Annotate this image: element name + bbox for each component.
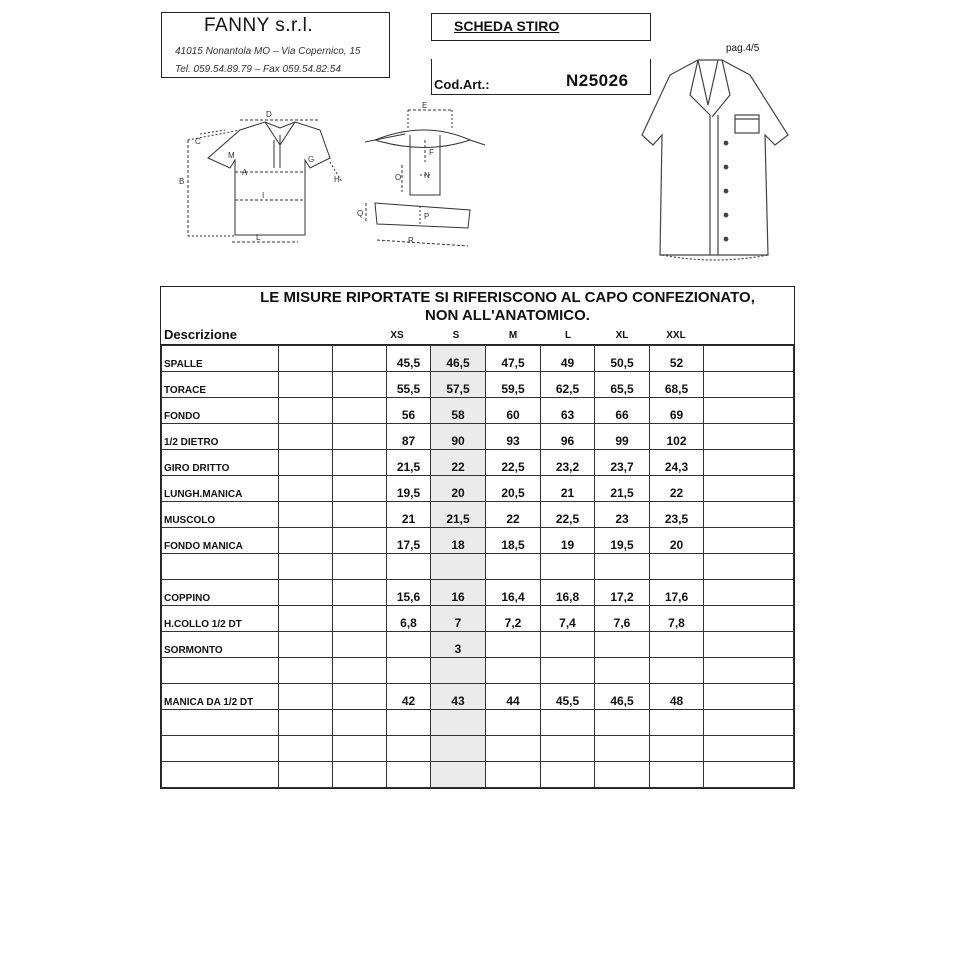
value-cell: 19,5 [595, 528, 650, 554]
row-label: 1/2 DIETRO [162, 424, 279, 450]
value-cell: 44 [486, 684, 541, 710]
note-line-1: LE MISURE RIPORTATE SI RIFERISCONO AL CAPO CONFEZIONATO, [260, 289, 755, 306]
empty-cell [704, 606, 794, 632]
company-name: FANNY s.r.l. [204, 15, 314, 36]
garment-illustration [640, 55, 790, 270]
empty-cell [333, 502, 387, 528]
value-cell [486, 554, 541, 580]
value-cell: 17,6 [650, 580, 704, 606]
value-cell: 55,5 [387, 372, 431, 398]
value-cell [595, 632, 650, 658]
value-cell: 87 [387, 424, 431, 450]
svg-text:N: N [424, 171, 430, 180]
empty-cell [333, 398, 387, 424]
value-cell: 16,8 [541, 580, 595, 606]
value-cell [431, 554, 486, 580]
value-cell [650, 736, 704, 762]
row-label: FONDO [162, 398, 279, 424]
value-cell [650, 658, 704, 684]
value-cell: 60 [486, 398, 541, 424]
value-cell [650, 632, 704, 658]
table-row [162, 632, 794, 658]
value-cell: 7 [431, 606, 486, 632]
measurements-table [161, 345, 794, 788]
value-cell: 63 [541, 398, 595, 424]
svg-text:Q: Q [357, 209, 364, 218]
value-cell: 7,4 [541, 606, 595, 632]
value-cell: 20 [650, 528, 704, 554]
row-label [162, 658, 279, 684]
row-label: SORMONTO [162, 632, 279, 658]
value-cell [486, 762, 541, 788]
value-cell [387, 736, 431, 762]
row-label [162, 736, 279, 762]
empty-cell [279, 450, 333, 476]
empty-cell [279, 684, 333, 710]
measurement-sheet [160, 286, 795, 789]
value-cell: 102 [650, 424, 704, 450]
value-cell [431, 736, 486, 762]
empty-cell [704, 684, 794, 710]
value-cell: 23,5 [650, 502, 704, 528]
value-cell [541, 554, 595, 580]
table-row [162, 502, 794, 528]
size-header-xxl: XXL [666, 330, 686, 341]
measurement-diagram [170, 100, 500, 265]
value-cell [595, 554, 650, 580]
value-cell: 18,5 [486, 528, 541, 554]
svg-text:E: E [422, 101, 428, 110]
value-cell: 59,5 [486, 372, 541, 398]
empty-cell [279, 554, 333, 580]
value-cell [431, 710, 486, 736]
empty-cell [704, 346, 794, 372]
size-header-xs: XS [390, 330, 404, 341]
empty-cell [704, 736, 794, 762]
value-cell [650, 710, 704, 736]
empty-cell [279, 502, 333, 528]
table-row [162, 528, 794, 554]
svg-text:F: F [429, 148, 434, 157]
empty-cell [704, 554, 794, 580]
value-cell [595, 710, 650, 736]
value-cell [541, 658, 595, 684]
empty-cell [704, 658, 794, 684]
value-cell: 50,5 [595, 346, 650, 372]
value-cell: 21 [541, 476, 595, 502]
value-cell [541, 736, 595, 762]
value-cell: 96 [541, 424, 595, 450]
value-cell [387, 632, 431, 658]
table-row [162, 736, 794, 762]
empty-cell [279, 658, 333, 684]
value-cell [541, 632, 595, 658]
table-row [162, 762, 794, 788]
empty-cell [279, 736, 333, 762]
value-cell: 47,5 [486, 346, 541, 372]
value-cell: 22,5 [486, 450, 541, 476]
value-cell: 17,2 [595, 580, 650, 606]
value-cell [431, 658, 486, 684]
value-cell: 57,5 [431, 372, 486, 398]
table-row [162, 554, 794, 580]
table-row [162, 346, 794, 372]
empty-cell [704, 528, 794, 554]
empty-cell [704, 710, 794, 736]
value-cell: 69 [650, 398, 704, 424]
value-cell [387, 658, 431, 684]
value-cell: 6,8 [387, 606, 431, 632]
value-cell: 45,5 [541, 684, 595, 710]
empty-cell [279, 398, 333, 424]
table-row [162, 450, 794, 476]
table-row [162, 372, 794, 398]
row-label: LUNGH.MANICA [162, 476, 279, 502]
row-label: COPPINO [162, 580, 279, 606]
table-row [162, 606, 794, 632]
empty-cell [333, 450, 387, 476]
value-cell: 22 [486, 502, 541, 528]
empty-cell [279, 710, 333, 736]
empty-cell [279, 528, 333, 554]
value-cell [595, 762, 650, 788]
empty-cell [333, 476, 387, 502]
description-header: Descrizione [164, 327, 237, 342]
value-cell: 43 [431, 684, 486, 710]
row-label: MANICA DA 1/2 DT [162, 684, 279, 710]
empty-cell [704, 424, 794, 450]
value-cell: 16,4 [486, 580, 541, 606]
value-cell [650, 762, 704, 788]
value-cell: 66 [595, 398, 650, 424]
value-cell: 22 [431, 450, 486, 476]
value-cell [431, 762, 486, 788]
row-label: FONDO MANICA [162, 528, 279, 554]
empty-cell [333, 424, 387, 450]
value-cell: 17,5 [387, 528, 431, 554]
value-cell: 58 [431, 398, 486, 424]
svg-text:M: M [228, 151, 235, 160]
value-cell: 45,5 [387, 346, 431, 372]
code-value: N25026 [566, 71, 629, 90]
value-cell: 23,7 [595, 450, 650, 476]
svg-text:C: C [195, 137, 201, 146]
svg-text:H: H [334, 175, 340, 184]
value-cell: 46,5 [431, 346, 486, 372]
value-cell: 15,6 [387, 580, 431, 606]
company-phone: Tel. 059.54.89.79 – Fax 059.54.82.54 [175, 64, 341, 75]
company-address: 41015 Nonantola MO – Via Copernico, 15 [175, 46, 361, 57]
code-box [431, 59, 651, 95]
svg-text:A: A [242, 168, 248, 177]
empty-cell [333, 372, 387, 398]
value-cell [650, 554, 704, 580]
value-cell [486, 710, 541, 736]
svg-text:B: B [179, 177, 185, 186]
empty-cell [333, 658, 387, 684]
code-label: Cod.Art.: [434, 77, 490, 92]
value-cell: 19,5 [387, 476, 431, 502]
value-cell [486, 736, 541, 762]
empty-cell [333, 762, 387, 788]
svg-text:G: G [308, 155, 315, 164]
company-box [161, 12, 390, 78]
row-label: SPALLE [162, 346, 279, 372]
note-line-2: NON ALL'ANATOMICO. [425, 307, 590, 324]
value-cell: 23 [595, 502, 650, 528]
row-label: TORACE [162, 372, 279, 398]
value-cell: 24,3 [650, 450, 704, 476]
size-header-s: S [452, 330, 460, 341]
empty-cell [704, 398, 794, 424]
empty-cell [279, 372, 333, 398]
empty-cell [333, 528, 387, 554]
value-cell: 49 [541, 346, 595, 372]
empty-cell [333, 606, 387, 632]
value-cell [541, 710, 595, 736]
value-cell: 93 [486, 424, 541, 450]
empty-cell [333, 580, 387, 606]
table-row [162, 710, 794, 736]
row-label [162, 554, 279, 580]
svg-text:P: P [424, 212, 430, 221]
value-cell: 21,5 [387, 450, 431, 476]
value-cell [595, 736, 650, 762]
empty-cell [333, 632, 387, 658]
size-header-xl: XL [615, 330, 629, 341]
empty-cell [333, 684, 387, 710]
row-label: MUSCOLO [162, 502, 279, 528]
value-cell: 20 [431, 476, 486, 502]
value-cell: 48 [650, 684, 704, 710]
value-cell [595, 658, 650, 684]
empty-cell [704, 502, 794, 528]
value-cell: 22 [650, 476, 704, 502]
value-cell: 3 [431, 632, 486, 658]
value-cell: 90 [431, 424, 486, 450]
table-row [162, 476, 794, 502]
sheet-header [161, 287, 794, 345]
empty-cell [704, 372, 794, 398]
value-cell [541, 762, 595, 788]
svg-text:R: R [408, 236, 414, 245]
value-cell [387, 554, 431, 580]
table-row [162, 398, 794, 424]
value-cell: 7,2 [486, 606, 541, 632]
empty-cell [704, 580, 794, 606]
value-cell: 21 [387, 502, 431, 528]
sheet-title: SCHEDA STIRO [454, 18, 560, 34]
value-cell: 52 [650, 346, 704, 372]
value-cell: 18 [431, 528, 486, 554]
sheet-title-box [431, 13, 651, 41]
empty-cell [704, 762, 794, 788]
svg-text:I: I [262, 191, 265, 200]
value-cell: 7,8 [650, 606, 704, 632]
value-cell: 68,5 [650, 372, 704, 398]
value-cell: 56 [387, 398, 431, 424]
table-row [162, 580, 794, 606]
value-cell: 7,6 [595, 606, 650, 632]
value-cell: 46,5 [595, 684, 650, 710]
empty-cell [333, 710, 387, 736]
empty-cell [704, 632, 794, 658]
table-row [162, 424, 794, 450]
value-cell: 99 [595, 424, 650, 450]
row-label [162, 762, 279, 788]
value-cell: 62,5 [541, 372, 595, 398]
empty-cell [279, 762, 333, 788]
value-cell: 20,5 [486, 476, 541, 502]
value-cell: 65,5 [595, 372, 650, 398]
empty-cell [279, 424, 333, 450]
value-cell: 19 [541, 528, 595, 554]
empty-cell [704, 476, 794, 502]
empty-cell [333, 554, 387, 580]
size-header-m: M [508, 330, 518, 341]
row-label: H.COLLO 1/2 DT [162, 606, 279, 632]
empty-cell [333, 346, 387, 372]
table-row [162, 684, 794, 710]
row-label [162, 710, 279, 736]
row-label: GIRO DRITTO [162, 450, 279, 476]
table-row [162, 658, 794, 684]
value-cell: 42 [387, 684, 431, 710]
page-number: pag.4/5 [726, 43, 760, 54]
value-cell [486, 658, 541, 684]
value-cell [387, 762, 431, 788]
polo-shirt-diagram [188, 120, 342, 242]
empty-cell [333, 736, 387, 762]
empty-cell [279, 580, 333, 606]
size-header-l: L [564, 330, 572, 341]
value-cell: 22,5 [541, 502, 595, 528]
svg-text:L: L [256, 233, 261, 242]
empty-cell [279, 606, 333, 632]
value-cell: 16 [431, 580, 486, 606]
value-cell: 21,5 [431, 502, 486, 528]
empty-cell [279, 346, 333, 372]
empty-cell [704, 450, 794, 476]
value-cell [387, 710, 431, 736]
empty-cell [279, 632, 333, 658]
value-cell [486, 632, 541, 658]
empty-cell [279, 476, 333, 502]
value-cell: 23,2 [541, 450, 595, 476]
svg-text:O: O [395, 173, 402, 182]
value-cell: 21,5 [595, 476, 650, 502]
svg-text:D: D [266, 110, 272, 119]
